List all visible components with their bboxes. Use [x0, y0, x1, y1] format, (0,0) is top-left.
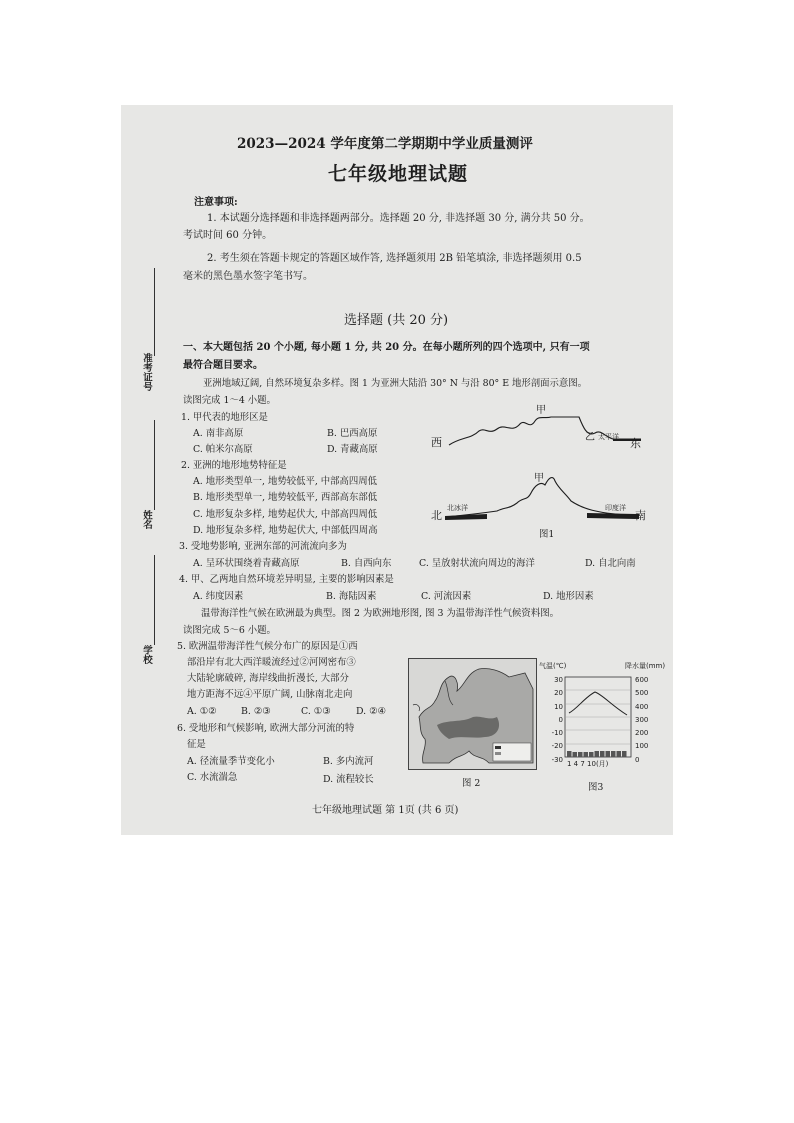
figure-2-europe-map [408, 658, 537, 770]
indian-ocean-fill [587, 513, 639, 519]
notice-item-2-cont: 毫米的黑色墨水签字笔书写。 [183, 271, 313, 282]
q2-option-c: C. 地形复杂多样, 地势起伏大, 中部高四周低 [193, 509, 378, 520]
q3-option-c: C. 呈放射状流向周边的海洋 [419, 558, 535, 569]
q2-option-d: D. 地形复杂多样, 地势起伏大, 中部低四周高 [193, 525, 378, 536]
passage-2-cont: 读图完成 5～6 小题。 [183, 625, 276, 636]
q5-option-c: C. ①③ [301, 706, 331, 717]
south-label: 南 [635, 509, 646, 522]
europe-map-drawing [409, 659, 536, 769]
q1-option-b: B. 巴西高原 [327, 428, 378, 439]
q6-option-d: D. 流程较长 [323, 774, 374, 785]
q6-option-a: A. 径流量季节变化小 [187, 756, 275, 767]
jia-label-top: 甲 [536, 405, 546, 416]
arctic-ocean-label: 北冰洋 [447, 504, 468, 512]
temp-tick: 20 [554, 689, 563, 698]
question-6-stem-2: 征是 [187, 739, 206, 750]
british-isles [413, 704, 420, 711]
school-label: 学校 [141, 645, 152, 664]
temperature-axis-label: 气温(℃) [539, 662, 567, 670]
temperature-ticks [545, 674, 563, 767]
precipitation-axis-label: 降水量(mm) [625, 662, 666, 670]
q3-option-a: A. 呈环状围绕着青藏高原 [193, 558, 300, 569]
figure-3-climate-chart [537, 661, 667, 775]
figure-3-caption: 图3 [588, 782, 604, 793]
q6-option-b: B. 多内流河 [323, 756, 374, 767]
precip-tick: 300 [635, 715, 649, 724]
binding-line [154, 555, 155, 645]
q1-option-d: D. 青藏高原 [327, 444, 378, 455]
q4-option-a: A. 纬度因素 [193, 591, 244, 602]
q4-option-d: D. 地形因素 [543, 591, 594, 602]
binding-line [154, 420, 155, 510]
exam-title: 2023—2024 学年度第二学期期中学业质量测评 [237, 136, 533, 152]
question-4-stem: 4. 甲、乙两地自然环境差异明显, 主要的影响因素是 [179, 574, 394, 585]
temp-tick: 0 [558, 715, 563, 724]
north-label: 北 [431, 509, 442, 522]
section-instructions-cont: 最符合题目要求。 [183, 360, 263, 371]
question-5-stem: 5. 欧洲温带海洋性气候分布广的原因是①西 [177, 641, 358, 652]
temperature-curve [569, 692, 627, 715]
q3-option-b: B. 自西向东 [341, 558, 392, 569]
q6-option-c: C. 水流湍急 [187, 772, 238, 783]
precip-tick: 500 [635, 689, 649, 698]
q2-option-b: B. 地形类型单一, 地势较低平, 西部高东部低 [193, 492, 378, 503]
figure-1-caption: 图1 [539, 529, 555, 540]
question-1-stem: 1. 甲代表的地形区是 [181, 412, 268, 423]
precip-tick: 600 [635, 676, 649, 684]
temp-tick: -30 [551, 755, 563, 764]
yi-label: 乙 [585, 432, 595, 443]
notice-heading: 注意事项: [194, 197, 238, 208]
page-footer: 七年级地理试题 第 1页 (共 6 页) [312, 805, 459, 816]
question-5-stem-4: 地方距海不远④平原广阔, 山脉南北走向 [187, 689, 353, 700]
east-label: 东 [630, 437, 641, 450]
precip-tick: 400 [635, 702, 649, 711]
precip-tick: 100 [635, 742, 649, 751]
notice-item-1-cont: 考试时间 60 分钟。 [183, 230, 273, 241]
q5-option-d: D. ②④ [356, 706, 386, 717]
temp-tick: 30 [554, 676, 563, 684]
exam-sheet [121, 105, 673, 835]
section-instructions: 一、本大题包括 20 个小题, 每小题 1 分, 共 20 分。在每小题所列的四个选项中, 只有一项 [183, 342, 590, 353]
notice-item-1: 1. 本试题分选择题和非选择题两部分。选择题 20 分, 非选择题 30 分, 满分共 50 分。 [207, 213, 590, 224]
temp-tick: -20 [551, 742, 563, 751]
name-label: 姓名 [141, 510, 152, 529]
legend-swatch [495, 752, 501, 755]
month-axis-labels: 1 4 7 10(月) [567, 760, 609, 768]
temp-tick: 10 [554, 702, 563, 711]
binding-line [154, 268, 155, 356]
figure-1-terrain-profiles [427, 393, 649, 533]
pacific-ocean-label: 太平洋 [598, 433, 619, 441]
q1-option-a: A. 南非高原 [193, 428, 244, 439]
precip-tick: 200 [635, 729, 649, 738]
q4-option-b: B. 海陆因素 [326, 591, 377, 602]
precip-tick: 0 [635, 755, 640, 764]
question-6-stem: 6. 受地形和气候影响, 欧洲大部分河流的特 [177, 723, 355, 734]
passage-2: 温带海洋性气候在欧洲最为典型。图 2 为欧洲地形图, 图 3 为温带海洋性气候资料图。 [201, 608, 559, 619]
legend-swatch [495, 746, 501, 749]
q4-option-c: C. 河流因素 [421, 591, 472, 602]
q5-option-a: A. ①② [187, 706, 217, 717]
temp-tick: -10 [551, 729, 563, 738]
passage-1-cont: 读图完成 1～4 小题。 [183, 395, 276, 406]
passage-1: 亚洲地域辽阔, 自然环境复杂多样。图 1 为亚洲大陆沿 30° N 与沿 80° E 地形剖面示意图。 [203, 378, 588, 389]
exam-subtitle: 七年级地理试题 [328, 163, 469, 185]
question-2-stem: 2. 亚洲的地形地势特征是 [181, 460, 287, 471]
jia-label-bottom: 甲 [534, 473, 544, 484]
notice-item-2: 2. 考生须在答题卡规定的答题区域作答, 选择题须用 2B 铅笔填涂, 非选择题须用 0.5 [207, 253, 582, 264]
west-label: 西 [431, 436, 442, 449]
indian-ocean-label: 印度洋 [605, 504, 626, 512]
q2-option-a: A. 地形类型单一, 地势较低平, 中部高四周低 [193, 476, 378, 487]
q5-option-b: B. ②③ [241, 706, 271, 717]
q1-option-c: C. 帕米尔高原 [193, 444, 253, 455]
q3-option-d: D. 自北向南 [585, 558, 636, 569]
question-3-stem: 3. 受地势影响, 亚洲东部的河流流向多为 [179, 541, 347, 552]
question-5-stem-2: 部沿岸有北大西洋暖流经过②河网密布③ [187, 657, 356, 668]
precipitation-ticks [635, 674, 648, 767]
figure-2-caption: 图 2 [462, 778, 481, 789]
exam-number-label: 准考证号 [141, 353, 152, 391]
precipitation-bars [567, 751, 627, 757]
question-5-stem-3: 大陆轮廓破碎, 海岸线曲折漫长, 大部分 [187, 673, 349, 684]
section-title: 选择题 (共 20 分) [344, 313, 449, 328]
